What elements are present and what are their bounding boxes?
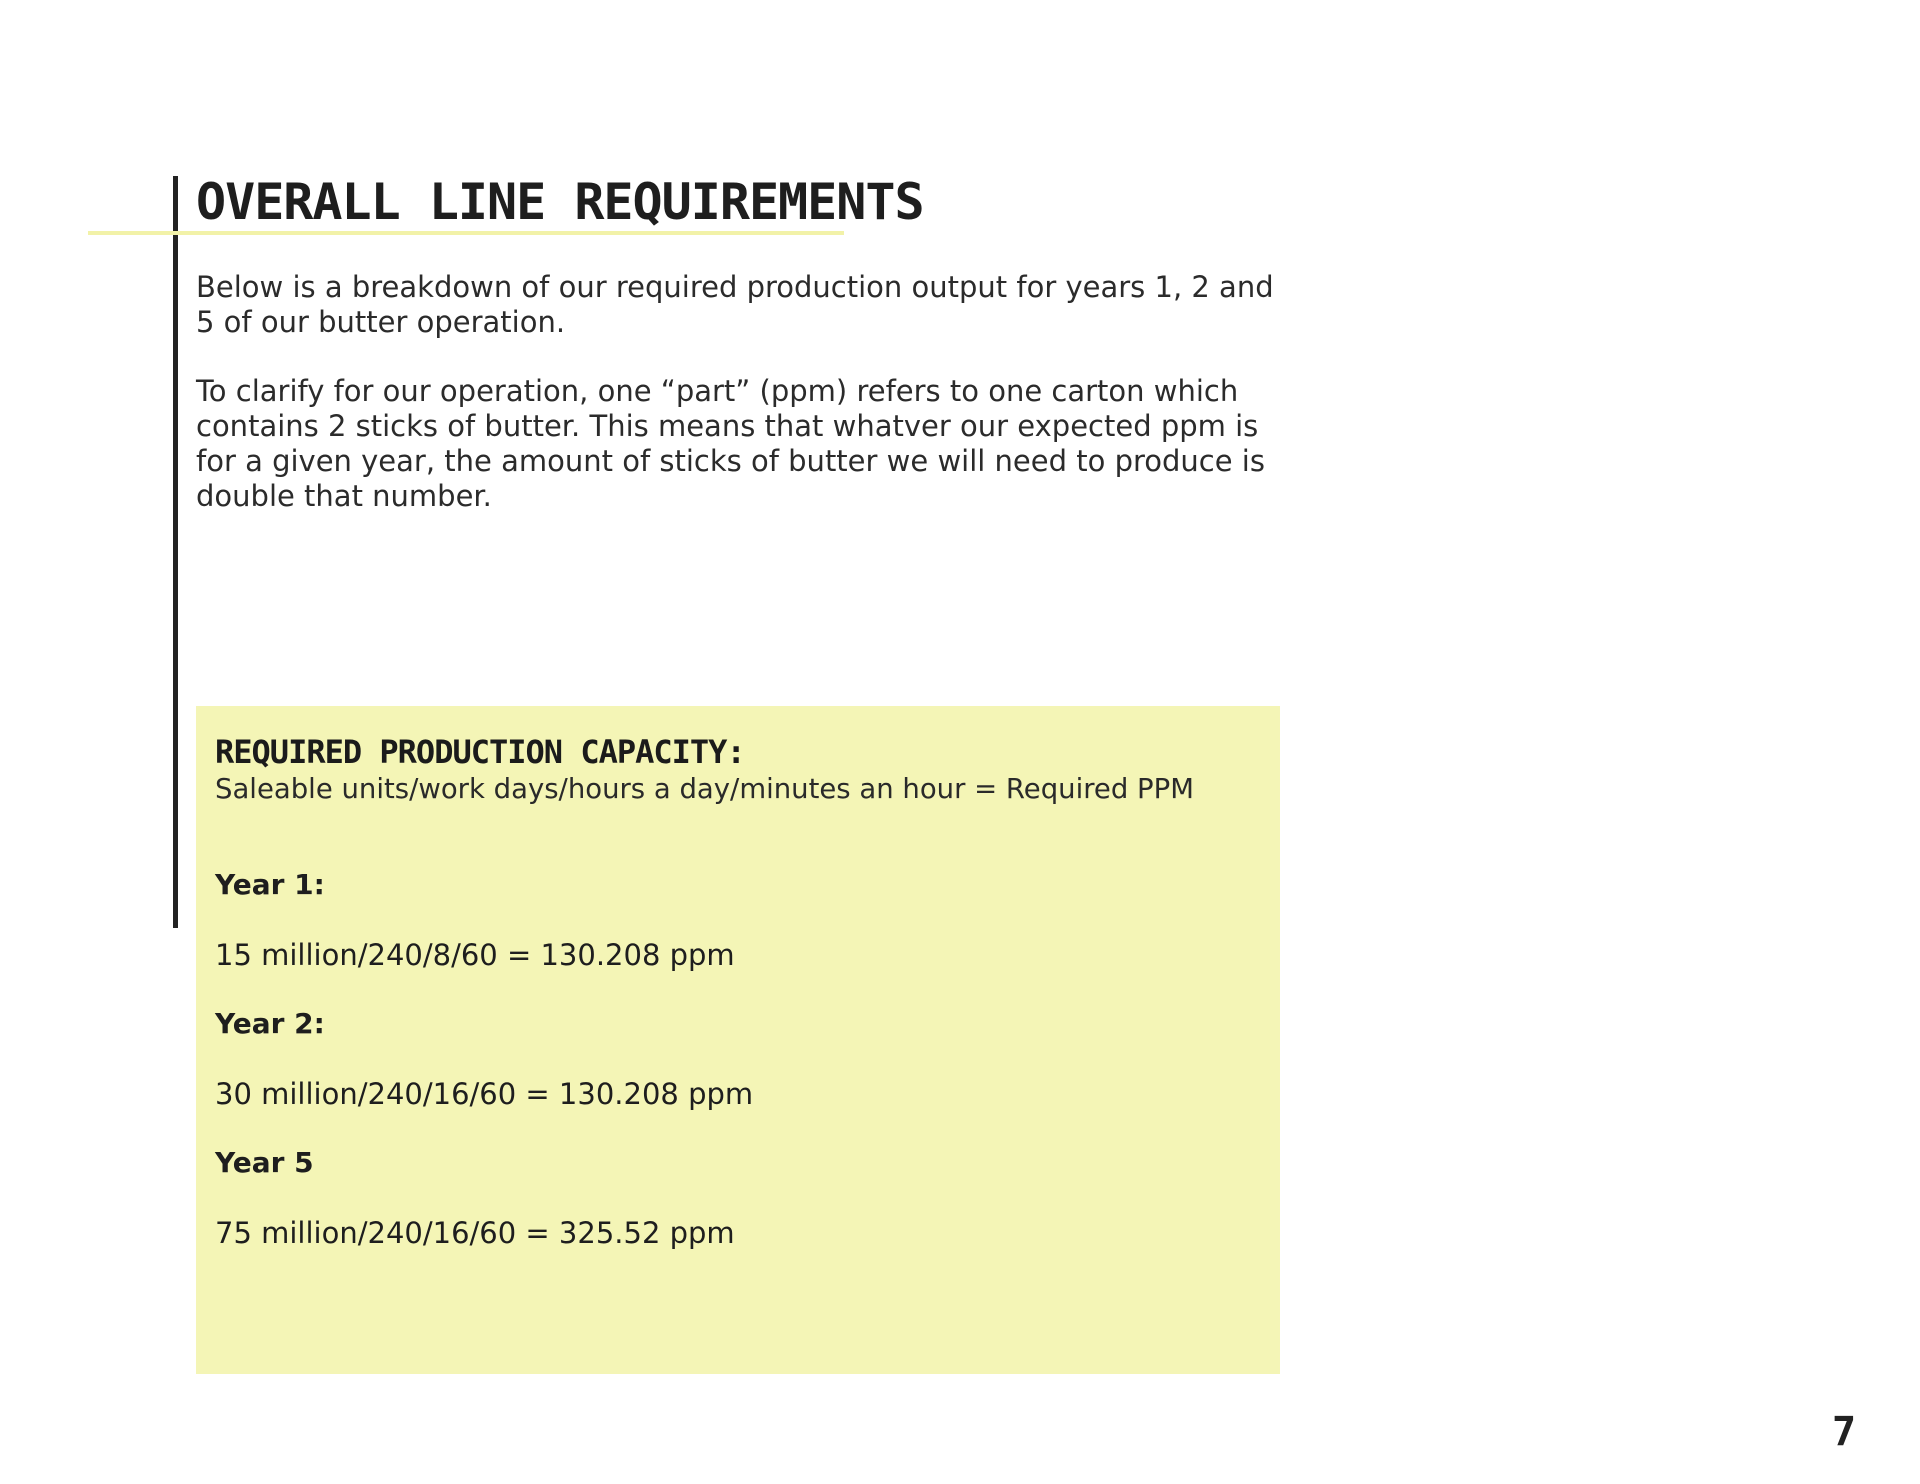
intro-paragraph-2-line-3: for a given year, the amount of sticks of butter we will need to produce is	[196, 444, 1265, 478]
intro-paragraph-2-line-2: contains 2 sticks of butter. This means that whatver our expected ppm is	[196, 409, 1259, 443]
year-5-label: Year 5	[215, 1146, 314, 1179]
year-1-label: Year 1:	[215, 868, 325, 901]
intro-paragraph-1	[196, 270, 1296, 340]
year-2-calculation: 30 million/240/16/60 = 130.208 ppm	[215, 1077, 754, 1111]
page-number: 7	[1832, 1409, 1857, 1455]
capacity-formula: Saleable units/work days/hours a day/minutes an hour = Required PPM	[215, 773, 1194, 805]
production-capacity-content	[215, 732, 1268, 1251]
vertical-accent-rule	[173, 176, 178, 928]
capacity-heading: REQUIRED PRODUCTION CAPACITY:	[215, 733, 745, 771]
intro-text	[196, 270, 1296, 548]
production-capacity-box	[196, 706, 1280, 1374]
year-1-calculation: 15 million/240/8/60 = 130.208 ppm	[215, 938, 735, 972]
intro-paragraph-2-line-4: double that number.	[196, 479, 492, 513]
year-5-calculation: 75 million/240/16/60 = 325.52 ppm	[215, 1216, 735, 1250]
intro-paragraph-2	[196, 374, 1296, 514]
intro-paragraph-1-line-2: 5 of our butter operation.	[196, 305, 566, 339]
page-title: OVERALL LINE REQUIREMENTS	[196, 173, 924, 231]
intro-paragraph-1-line-1: Below is a breakdown of our required production output for years 1, 2 and	[196, 270, 1274, 304]
year-2-label: Year 2:	[215, 1007, 325, 1040]
intro-paragraph-2-line-1: To clarify for our operation, one “part” (ppm) refers to one carton which	[196, 374, 1239, 408]
